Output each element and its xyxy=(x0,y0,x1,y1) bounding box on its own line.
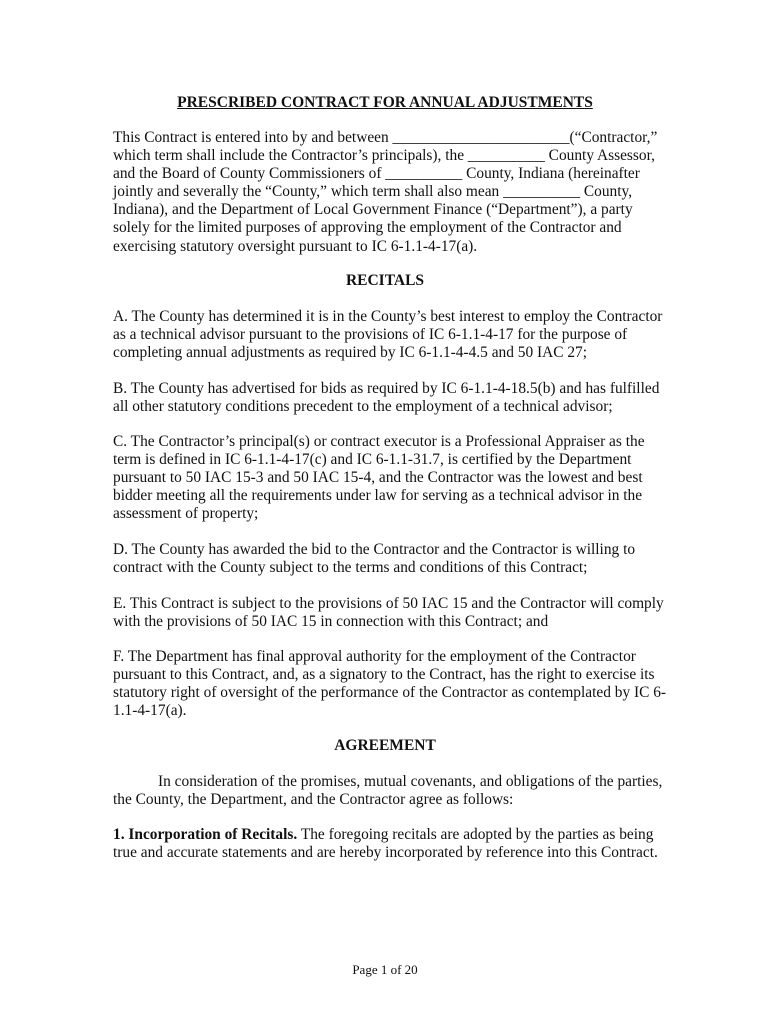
recital-line: all other statutory conditions precedent to the employment of a technical advisor; xyxy=(113,398,613,416)
intro-line: This Contract is entered into by and between _______________________(“Contractor,” xyxy=(113,129,658,146)
intro-paragraph xyxy=(113,129,658,256)
recitals-heading: RECITALS xyxy=(345,272,425,289)
document-title: PRESCRIBED CONTRACT FOR ANNUAL ADJUSTMENTS xyxy=(177,94,593,111)
recital-line: F. The Department has final approval authority for the employment of the Contractor xyxy=(113,648,636,665)
intro-line: and the Board of County Commissioners of __________ County, Indiana (hereinafter xyxy=(113,165,640,183)
recital-b xyxy=(113,380,658,416)
recital-f xyxy=(113,648,667,720)
recital-line: pursuant to 50 IAC 15-3 and 50 IAC 15-4, and the Contractor was the lowest and best xyxy=(113,469,643,487)
page-number: Page 1 of 20 xyxy=(352,962,418,977)
agreement-line: the County, the Department, and the Contractor agree as follows: xyxy=(113,791,514,809)
recital-line: E. This Contract is subject to the provisions of 50 IAC 15 and the Contractor will comply xyxy=(113,595,664,612)
intro-line: jointly and severally the “County,” which term shall also mean __________ County, xyxy=(113,183,633,201)
recital-line: A. The County has determined it is in the County’s best interest to employ the Contractor xyxy=(113,308,663,325)
recital-line: contract with the County subject to the terms and conditions of this Contract; xyxy=(113,559,588,577)
recital-line: with the provisions of 50 IAC 15 in connection with this Contract; and xyxy=(113,613,549,631)
agreement-intro xyxy=(113,773,663,809)
intro-line: solely for the limited purposes of approving the employment of the Contractor and xyxy=(113,219,622,237)
agreement-line: In consideration of the promises, mutual covenants, and obligations of the parties, xyxy=(158,773,663,790)
recital-d xyxy=(113,541,658,577)
recital-e xyxy=(113,595,664,631)
recital-c xyxy=(113,433,658,523)
recital-line: as a technical advisor pursuant to the provisions of IC 6-1.1-4-17 for the purpose of xyxy=(113,326,628,344)
recital-line: completing annual adjustments as required by IC 6-1.1-4-4.5 and 50 IAC 27; xyxy=(113,344,588,362)
recital-line: D. The County has awarded the bid to the Contractor and the Contractor is willing to xyxy=(113,541,636,558)
section-1-line xyxy=(113,826,658,844)
intro-line: exercising statutory oversight pursuant to IC 6-1.1-4-17(a). xyxy=(113,237,478,255)
intro-line: Indiana), and the Department of Local Government Finance (“Department”), a party xyxy=(113,201,633,219)
section-1-text: The foregoing recitals are adopted by the parties as being xyxy=(297,826,654,843)
recital-line: pursuant to this Contract, and, as a signatory to the Contract, has the right to exercise its xyxy=(113,666,655,684)
recital-line: statutory right of oversight of the performance of the Contractor as contemplated by IC 6- xyxy=(113,684,667,702)
recital-line: B. The County has advertised for bids as required by IC 6-1.1-4-18.5(b) and has fulfilled xyxy=(113,380,660,397)
recital-a xyxy=(113,308,663,362)
agreement-heading: AGREEMENT xyxy=(334,737,436,754)
recital-line: bidder meeting all the requirements under law for serving as a technical advisor in the xyxy=(113,487,643,505)
recital-line: term is defined in IC 6-1.1-4-17(c) and IC 6-1.1-31.7, is certified by the Department xyxy=(113,451,632,469)
recital-line: 1.1-4-17(a). xyxy=(113,702,187,720)
intro-line: which term shall include the Contractor’s principals), the __________ County Assessor, xyxy=(113,147,655,165)
section-1-line: true and accurate statements and are hereby incorporated by reference into this Contract. xyxy=(113,844,658,862)
recital-line: assessment of property; xyxy=(113,505,259,523)
section-1-paragraph xyxy=(113,826,658,862)
recital-line: C. The Contractor’s principal(s) or contract executor is a Professional Appraiser as the xyxy=(113,433,645,450)
section-1-heading: 1. Incorporation of Recitals. xyxy=(113,826,298,843)
